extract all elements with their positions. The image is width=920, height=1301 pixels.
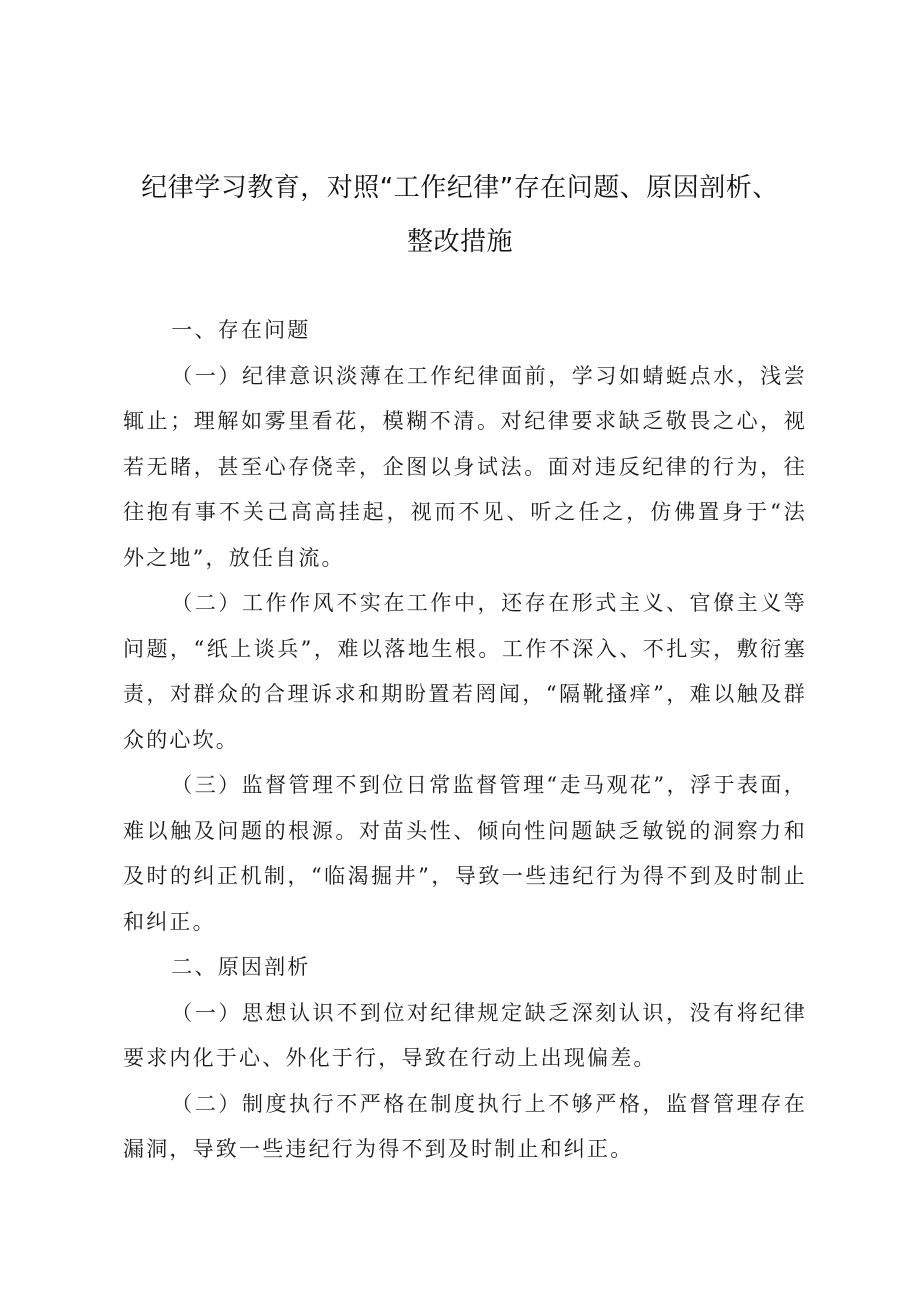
- document-title-line-2: 整改措施: [406, 227, 513, 257]
- paragraph-cause-1: （一）思想认识不到位对纪律规定缺乏深刻认识，没有将纪律要求内化于心、外化于行，导致在行动上出现偏差。: [123, 1000, 807, 1070]
- paragraph-problem-2: （二）工作作风不实在工作中，还存在形式主义、官僚主义等问题，“纸上谈兵”，难以落地生根。工作不深入、不扎实，敷衍塞责，对群众的合理诉求和期盼置若罔闻，“隔靴搔痒”，难以触及群众的心坎。: [123, 591, 807, 752]
- document-body: [123, 308, 807, 1173]
- document-title-line-1: 纪律学习教育，对照“工作纪律”存在问题、原因剖析、: [141, 173, 779, 203]
- paragraph-problem-1: （一）纪律意识淡薄在工作纪律面前，学习如蜻蜓点水，浅尝辄止；理解如雾里看花，模糊不清。对纪律要求缺乏敬畏之心，视若无睹，甚至心存侥幸，企图以身试法。面对违反纪律的行为，往往抱有事不关己高高挂起，视而不见、听之任之，仿佛置身于“法外之地”，放任自流。: [123, 363, 807, 570]
- paragraph-cause-2: （二）制度执行不严格在制度执行上不够严格，监督管理存在漏洞，导致一些违纪行为得不到及时制止和纠正。: [123, 1091, 807, 1161]
- section-heading-problems: 一、存在问题: [171, 318, 311, 342]
- paragraph-problem-3: （三）监督管理不到位日常监督管理“走马观花”，浮于表面，难以触及问题的根源。对苗头性、倾向性问题缺乏敏锐的洞察力和及时的纠正机制，“临渴掘井”，导致一些违纪行为得不到及时制止和纠正。: [123, 773, 807, 934]
- section-heading-causes: 二、原因剖析: [171, 955, 311, 979]
